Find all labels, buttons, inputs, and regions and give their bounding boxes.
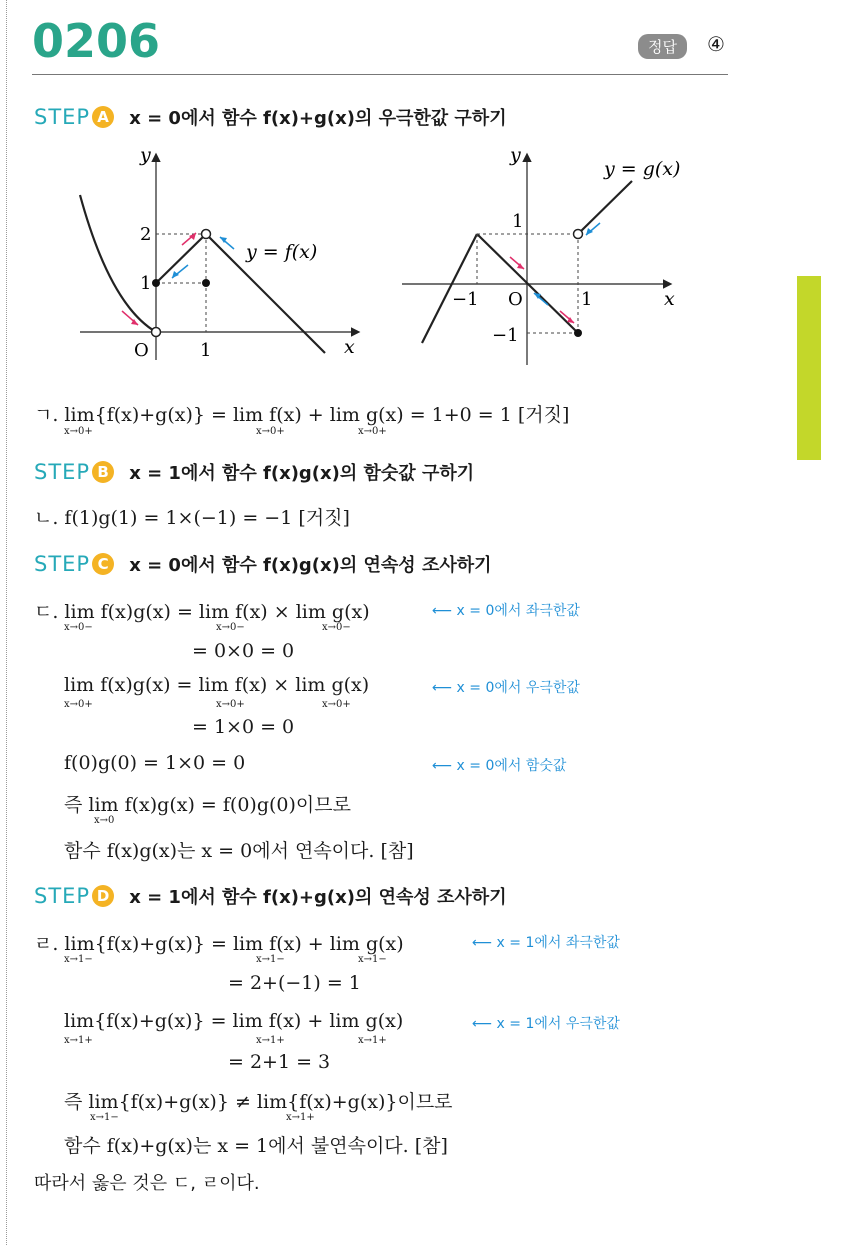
x-label: x — [344, 336, 355, 358]
note-c-right — [432, 677, 580, 697]
y-label: y — [140, 145, 151, 166]
sub-c6: x→0 — [94, 815, 115, 826]
tick-neg1: −1 — [492, 325, 519, 346]
sub-c1b: x→0− — [216, 622, 245, 633]
step-label: STEP — [34, 105, 91, 129]
line-c4: = 1×0 = 0 — [192, 716, 295, 738]
step-title: x = 0에서 함수 f(x)+g(x)의 우극한값 구하기 — [129, 108, 507, 129]
line-d6: 함수 f(x)+g(x)는 x = 1에서 불연속이다. [참] — [64, 1135, 448, 1157]
sub-a3: x→0+ — [358, 426, 387, 437]
step-label: STEP — [34, 460, 91, 484]
line-d4: = 2+1 = 3 — [228, 1051, 331, 1073]
sub-a2: x→0+ — [256, 426, 285, 437]
origin-label: O — [508, 289, 523, 310]
tick-2: 2 — [140, 224, 152, 245]
x-label: x — [664, 288, 675, 310]
func-label-g: y = g(x) — [604, 158, 681, 180]
open-point-1-1 — [574, 230, 583, 239]
x-tick-1: 1 — [581, 289, 593, 310]
sub-c1c: x→0− — [322, 622, 351, 633]
point-1-1 — [202, 279, 210, 287]
sub-c1a: x→0− — [64, 622, 93, 633]
step-title: x = 0에서 함수 f(x)g(x)의 연속성 조사하기 — [129, 555, 492, 576]
origin-label: O — [134, 340, 149, 361]
step-b-heading — [34, 459, 474, 485]
graph-g — [400, 145, 700, 365]
line-c6: 즉 lim f(x)g(x) = f(0)g(0)이므로 — [64, 794, 351, 816]
header-divider — [32, 74, 728, 75]
line-d1: ㄹ. lim{f(x)+g(x)} = lim f(x) + lim g(x) — [34, 933, 404, 955]
sub-d3b: x→1+ — [256, 1035, 285, 1046]
line-d2: = 2+(−1) = 1 — [228, 972, 361, 994]
step-label: STEP — [34, 884, 91, 908]
line-c3: lim f(x)g(x) = lim f(x) × lim g(x) — [64, 674, 370, 696]
step-a-heading — [34, 104, 507, 130]
answer-value: ④ — [707, 32, 725, 56]
sub-c3a: x→0+ — [64, 699, 93, 710]
note-text: x = 0에서 함숫값 — [456, 758, 567, 774]
arrow-left-icon: ⟵ — [432, 680, 453, 696]
note-c-value — [432, 755, 566, 775]
line-c2: = 0×0 = 0 — [192, 640, 295, 662]
note-text: x = 1에서 좌극한값 — [496, 935, 620, 951]
step-d-heading — [34, 883, 507, 909]
sub-d1b: x→1− — [256, 954, 285, 965]
arrow-left-icon: ⟵ — [472, 1016, 493, 1032]
note-c-left — [432, 600, 580, 620]
graph-f — [70, 145, 370, 365]
sub-d5b: x→1+ — [286, 1112, 315, 1123]
problem-number: 0206 — [32, 14, 161, 68]
sub-d1c: x→1− — [358, 954, 387, 965]
segment-rise — [156, 234, 206, 283]
step-letter-badge: C — [92, 553, 114, 575]
conclusion: 따라서 옳은 것은 ㄷ, ㄹ이다. — [34, 1173, 260, 1194]
line-c7: 함수 f(x)g(x)는 x = 0에서 연속이다. [참] — [64, 840, 414, 862]
line-b: ㄴ. f(1)g(1) = 1×(−1) = −1 [거짓] — [34, 507, 350, 529]
line-c1: ㄷ. lim f(x)g(x) = lim f(x) × lim g(x) — [34, 601, 370, 623]
sub-d3c: x→1+ — [358, 1035, 387, 1046]
sub-c3c: x→0+ — [322, 699, 351, 710]
line-c5: f(0)g(0) = 1×0 = 0 — [64, 752, 246, 774]
step-title: x = 1에서 함수 f(x)+g(x)의 연속성 조사하기 — [129, 887, 507, 908]
tick-1: 1 — [140, 273, 152, 294]
step-letter-badge: D — [92, 885, 114, 907]
page-left-border — [6, 0, 7, 1245]
segment-right — [578, 181, 632, 234]
note-d-left — [472, 932, 620, 952]
sub-d1a: x→1− — [64, 954, 93, 965]
step-title: x = 1에서 함수 f(x)g(x)의 함숫값 구하기 — [129, 463, 475, 484]
func-label-f: y = f(x) — [246, 241, 318, 263]
line-a: ㄱ. lim{f(x)+g(x)} = lim f(x) + lim g(x) = 1+0 = 1 [거짓] — [34, 404, 570, 426]
sub-c3b: x→0+ — [216, 699, 245, 710]
note-text: x = 1에서 우극한값 — [496, 1016, 620, 1032]
line-d5: 즉 lim{f(x)+g(x)} ≠ lim{f(x)+g(x)}이므로 — [64, 1091, 453, 1113]
open-point-1-2 — [202, 230, 211, 239]
arrow-left-icon: ⟵ — [472, 935, 493, 951]
step-letter-badge: B — [92, 461, 114, 483]
step-c-heading — [34, 551, 492, 577]
curve-left — [80, 195, 156, 332]
sub-d5a: x→1− — [90, 1112, 119, 1123]
side-tab — [797, 276, 821, 460]
arrow-left-icon: ⟵ — [432, 758, 453, 774]
point-0-1 — [152, 279, 160, 287]
y-label: y — [510, 145, 521, 166]
note-d-right — [472, 1013, 620, 1033]
x-tick-1: 1 — [200, 340, 212, 361]
point-1-neg1 — [574, 329, 582, 337]
note-text: x = 0에서 좌극한값 — [456, 603, 580, 619]
line-d3: lim{f(x)+g(x)} = lim f(x) + lim g(x) — [64, 1010, 404, 1032]
note-text: x = 0에서 우극한값 — [456, 680, 580, 696]
answer-badge: 정답 — [638, 34, 687, 59]
step-label: STEP — [34, 552, 91, 576]
arrow-left-icon: ⟵ — [432, 603, 453, 619]
open-point-0-0 — [152, 328, 161, 337]
sub-a1: x→0+ — [64, 426, 93, 437]
tick-1: 1 — [512, 211, 524, 232]
sub-d3a: x→1+ — [64, 1035, 93, 1046]
step-letter-badge: A — [92, 106, 114, 128]
x-tick-neg1: −1 — [452, 289, 479, 310]
